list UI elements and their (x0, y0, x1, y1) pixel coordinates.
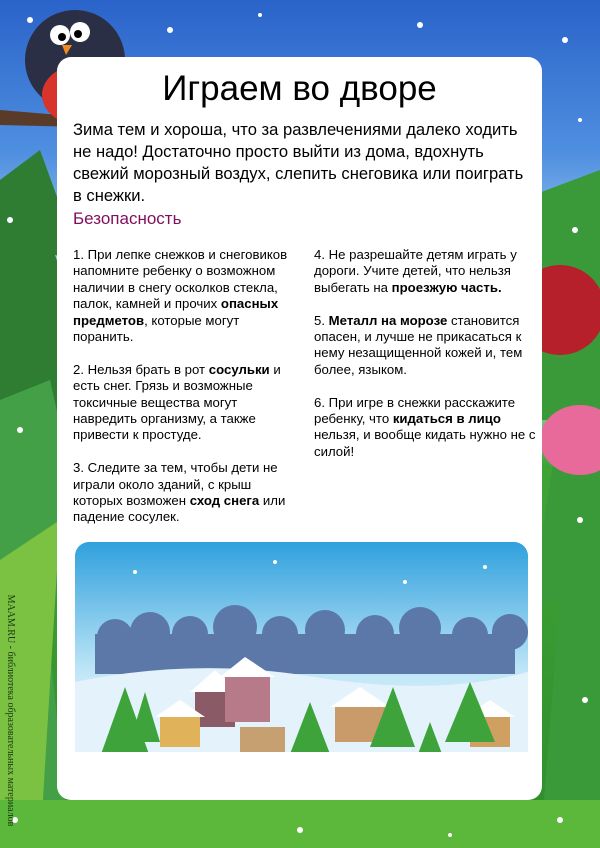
tip-text: 2. Нельзя брать в рот (73, 361, 209, 377)
tip-text: и есть снег. Грязь и возможные токсичные вещества могут навредить организму, а также привести к простуде. (73, 361, 281, 443)
tip-item (73, 247, 298, 345)
tip-text: 4. Не разрешайте детям играть у дороги. Учите детей, что нельзя выбегать на (314, 247, 517, 295)
tip-bold: Металл на морозе (328, 312, 448, 328)
tip-text: или падение сосулек. (73, 493, 286, 525)
tip-text: , которые могут поранить. (73, 312, 240, 345)
tip-bold: проезжую часть. (391, 279, 502, 295)
tip-text: 6. При игре в снежки расскажите ребенку, что (314, 394, 516, 427)
tip-text: 1. При лепке снежков и снеговиков напомните ребенку о возможном наличии в снегу осколков стекла, палок, камней и прочих (73, 247, 288, 312)
intro-text: Зима тем и хороша, что за развлечениями далеко ходить не надо! Достаточно просто выйти из дома, вдохнуть свежий морозный воздух, слепить снеговика или поиграть в снежки. (73, 120, 524, 205)
winter-village-illustration (75, 542, 528, 777)
tips-column-left (73, 247, 298, 542)
page-title: Играем во дворе (162, 69, 437, 108)
tip-item (314, 313, 539, 379)
tip-bold: кидаться в лицо (392, 411, 501, 427)
tip-item (314, 247, 539, 296)
watermark: MAAM.RU - библиотека образовательных материалов (5, 594, 16, 827)
tip-item (73, 460, 298, 526)
tip-text: 5. (314, 312, 329, 328)
section-title: Безопасность (73, 209, 182, 228)
content-card (57, 57, 542, 800)
tips-column-right (314, 247, 539, 477)
tip-bold: опасных предметов (73, 296, 279, 328)
tip-bold: сход снега (189, 493, 260, 509)
tip-item (73, 362, 298, 444)
tip-text: становится опасен, и лучше не прикасаться к нему незащищенной кожей и, тем более, языком. (314, 312, 523, 377)
tip-bold: сосульки (208, 361, 270, 377)
tip-text: 3. Следите за тем, чтобы дети не играли около зданий, с крыш которых возможен (73, 460, 278, 509)
tip-text: нельзя, и вообще кидать нужно не с силой! (314, 427, 536, 459)
tip-item (314, 395, 539, 461)
